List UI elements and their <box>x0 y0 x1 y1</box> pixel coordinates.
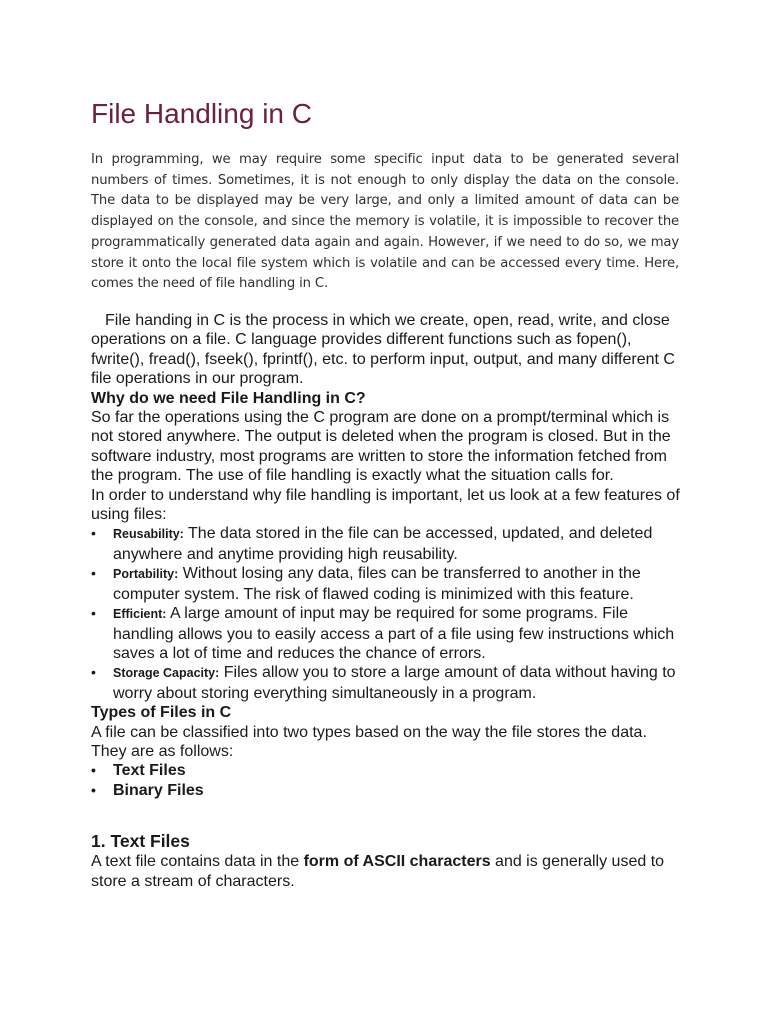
bullet-icon: • <box>91 605 96 622</box>
features-list <box>91 524 681 703</box>
document-body <box>91 311 681 891</box>
text-files-after: and is generally used to store a stream of characters. <box>91 853 665 890</box>
bullet-icon: • <box>91 781 96 798</box>
types-list <box>91 761 681 800</box>
definition-paragraph: File handing in C is the process in which we create, open, read, write, and close operations on a file. C language provides different functions such as fopen(), fwrite(), fread(), fseek(), fprintf(), etc. to perform input, output, and many different C file operations in our program. <box>91 312 675 388</box>
bullet-icon: • <box>91 525 96 542</box>
types-heading: Types of Files in C <box>91 704 232 722</box>
why-heading: Why do we need File Handling in C? <box>91 389 366 407</box>
bullet-icon: • <box>91 762 96 779</box>
feature-label: Reusability: <box>113 527 184 542</box>
text-files-bold: form of ASCII characters <box>303 853 491 871</box>
feature-text: Without losing any data, files can be transferred to another in the computer system. The risk of flawed coding is minimized with this feature. <box>113 565 641 603</box>
text-files-paragraph <box>91 852 681 891</box>
features-intro-paragraph: In order to understand why file handling is important, let us look at a few features of using files: <box>91 486 680 524</box>
type-item <box>91 781 681 800</box>
intro-paragraph: In programming, we may require some specific input data to be generated several numbers of times. Sometimes, it is not enough to only display the data on the console. The data to be displayed may be very large, and only a limited amount of data can be displayed on the console, and since the memory is volatile, it is impossible to recover the programmatically generated data again and again. However, if we need to do so, we may store it onto the local file system which is volatile and can be accessed every time. Here, comes the need of file handling in C. <box>91 152 679 292</box>
feature-text: Files allow you to store a large amount of data without having to worry about storing everything simultaneously in a program. <box>113 664 676 702</box>
type-label: Binary Files <box>113 781 204 799</box>
feature-text: A large amount of input may be required for some programs. File handling allows you to easily access a part of a file using few instructions which saves a lot of time and reduces the chance of errors. <box>113 605 675 662</box>
feature-label: Portability: <box>113 567 179 582</box>
type-item <box>91 761 681 780</box>
type-label: Text Files <box>113 762 186 780</box>
spacer <box>91 800 681 830</box>
feature-item <box>91 524 681 564</box>
types-paragraph: A file can be classified into two types based on the way the file stores the data. They are as follows: <box>91 723 647 760</box>
bullet-icon: • <box>91 664 96 681</box>
why-paragraph: So far the operations using the C program are done on a prompt/terminal which is not stored anywhere. The output is deleted when the program is closed. But in the software industry, most programs are written to store the information fetched from the program. The use of file handling is exactly what the situation calls for. <box>91 409 671 485</box>
feature-label: Efficient: <box>113 607 167 622</box>
page-title: File Handling in C <box>91 98 312 129</box>
text-files-heading: 1. Text Files <box>91 831 190 852</box>
text-files-before: A text file contains data in the <box>91 853 304 871</box>
bullet-icon: • <box>91 565 96 582</box>
feature-text: The data stored in the file can be accessed, updated, and deleted anywhere and anytime providing high reusability. <box>113 525 653 563</box>
feature-item <box>91 604 681 663</box>
feature-item <box>91 663 681 703</box>
feature-item <box>91 564 681 604</box>
feature-label: Storage Capacity: <box>113 666 220 681</box>
